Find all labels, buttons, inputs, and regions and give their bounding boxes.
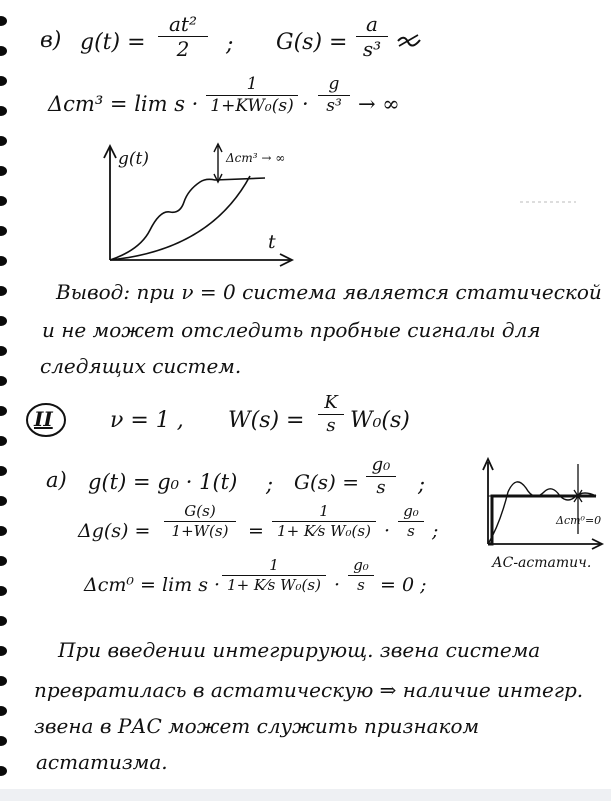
- step-G-semicolon: ;: [418, 472, 426, 496]
- graph2-annotation: Δст⁰=0: [556, 514, 602, 527]
- binding-hole: [0, 646, 7, 656]
- dg-fraction-2: [272, 504, 376, 539]
- binding-hole: [0, 526, 7, 536]
- binding-hole: [0, 136, 7, 146]
- roman-two: II: [34, 407, 53, 431]
- error-fraction-2: [318, 76, 350, 115]
- graph2-caption: АС-астатич.: [492, 555, 592, 571]
- error-result: → ∞: [358, 92, 400, 116]
- binding-hole: [0, 256, 7, 266]
- error-dot: ·: [302, 92, 309, 116]
- binding-hole: [0, 46, 7, 56]
- binding-hole: [0, 706, 7, 716]
- binding-hole: [0, 676, 7, 686]
- graph1-annotation: Δст³ → ∞: [226, 151, 286, 165]
- static-error-fraction-2: [348, 558, 374, 593]
- graph1-y-label: g(t): [118, 149, 149, 169]
- section-v-label: в): [40, 28, 62, 53]
- dg-equals: =: [248, 520, 264, 542]
- binding-hole: [0, 586, 7, 596]
- binding-hole: [0, 166, 7, 176]
- error-fraction-2-num: g: [328, 74, 340, 94]
- static-error-lhs: Δст⁰ = lim s ·: [84, 574, 221, 596]
- conclusion-line-1: Вывод: при ν = 0 система является статической: [56, 280, 602, 304]
- binding-hole: [0, 496, 7, 506]
- W-s-denominator: s: [326, 415, 336, 436]
- step-G-fraction: [366, 456, 396, 497]
- binding-hole: [0, 406, 7, 416]
- error-fraction-1-den: 1+KW₀(s): [210, 96, 294, 116]
- graph1-x-label: t: [268, 231, 276, 253]
- binding-hole: [0, 316, 7, 326]
- static-error-fraction-1-num: 1: [269, 556, 279, 574]
- error-fraction-1: [206, 76, 298, 115]
- binding-hole: [0, 106, 7, 116]
- dg-fraction-3-den: s: [407, 522, 415, 540]
- final-line-4: астатизма.: [36, 750, 168, 774]
- binding-hole: [0, 286, 7, 296]
- g-t-numerator: at²: [169, 12, 197, 36]
- static-error-fraction-2-den: s: [357, 576, 365, 594]
- binding-hole: [0, 196, 7, 206]
- dg-fraction-2-num: 1: [319, 502, 329, 520]
- binding-hole: [0, 556, 7, 566]
- spiral-binding: [0, 0, 14, 801]
- binding-hole: [0, 376, 7, 386]
- nu-equals-one: ν = 1 ,: [110, 408, 184, 433]
- W-s-lhs: W(s) =: [228, 408, 305, 433]
- final-line-2: превратилась в астатическую ⇒ наличие интегр.: [34, 678, 584, 702]
- graph-ramp-response: [90, 140, 390, 270]
- error-fraction-1-num: 1: [246, 74, 258, 94]
- g-t-lhs: g(t) =: [80, 30, 146, 55]
- binding-hole: [0, 436, 7, 446]
- G-s-lhs: G(s) =: [276, 30, 348, 55]
- section-a-label: а): [46, 468, 67, 492]
- G-s-numerator: a: [366, 12, 378, 36]
- dg-semicolon: ;: [432, 520, 439, 542]
- G-s-fraction: [356, 14, 388, 59]
- conclusion-line-2: и не может отследить пробные сигналы для: [42, 318, 541, 342]
- W-s-fraction: [318, 394, 344, 435]
- G-s-denominator: s³: [362, 37, 382, 61]
- final-line-1: При введении интегрирующ. звена система: [58, 638, 541, 662]
- step-input-expr: g(t) = g₀ · 1(t): [88, 470, 238, 494]
- semicolon-1: ;: [226, 32, 234, 57]
- faint-mark: [520, 198, 580, 206]
- dg-fraction-2-den: 1+ K⁄s W₀(s): [277, 522, 371, 540]
- error-fraction-2-den: s³: [326, 96, 342, 116]
- static-error-fraction-1-den: 1+ K⁄s W₀(s): [227, 576, 321, 594]
- dg-fraction-3-num: g₀: [403, 502, 419, 520]
- error-formula-lhs: Δст³ = lim s ·: [48, 92, 199, 116]
- static-error-dot: ·: [334, 574, 341, 596]
- dg-fraction-1-den: 1+W(s): [171, 522, 229, 540]
- binding-hole: [0, 736, 7, 746]
- binding-hole: [0, 76, 7, 86]
- W-s-rest: W₀(s): [350, 408, 410, 433]
- binding-hole: [0, 16, 7, 26]
- static-error-fraction-1: [222, 558, 326, 593]
- binding-hole: [0, 466, 7, 476]
- strikeout-mark: [396, 32, 422, 50]
- binding-hole: [0, 616, 7, 626]
- g-t-denominator: 2: [176, 37, 190, 61]
- final-line-3: звена в РАС может служить признаком: [34, 714, 480, 738]
- semicolon-2: ;: [266, 472, 274, 496]
- page-bottom-strip: [0, 789, 611, 801]
- step-G-numerator: g₀: [371, 454, 391, 475]
- dg-fraction-3: [398, 504, 424, 539]
- step-G-lhs: G(s) =: [294, 470, 359, 494]
- step-G-denominator: s: [376, 477, 386, 498]
- dg-fraction-1: [164, 504, 236, 539]
- binding-hole: [0, 226, 7, 236]
- dg-fraction-1-num: G(s): [184, 502, 216, 520]
- g-t-fraction: [158, 14, 208, 59]
- W-s-numerator: K: [324, 392, 338, 413]
- conclusion-line-3: следящих систем.: [40, 354, 242, 378]
- dg-lhs: Δg(s) =: [78, 520, 151, 542]
- binding-hole: [0, 766, 7, 776]
- static-error-result: = 0 ;: [380, 574, 427, 596]
- binding-hole: [0, 346, 7, 356]
- static-error-fraction-2-num: g₀: [353, 556, 369, 574]
- dg-dot: ·: [384, 520, 391, 542]
